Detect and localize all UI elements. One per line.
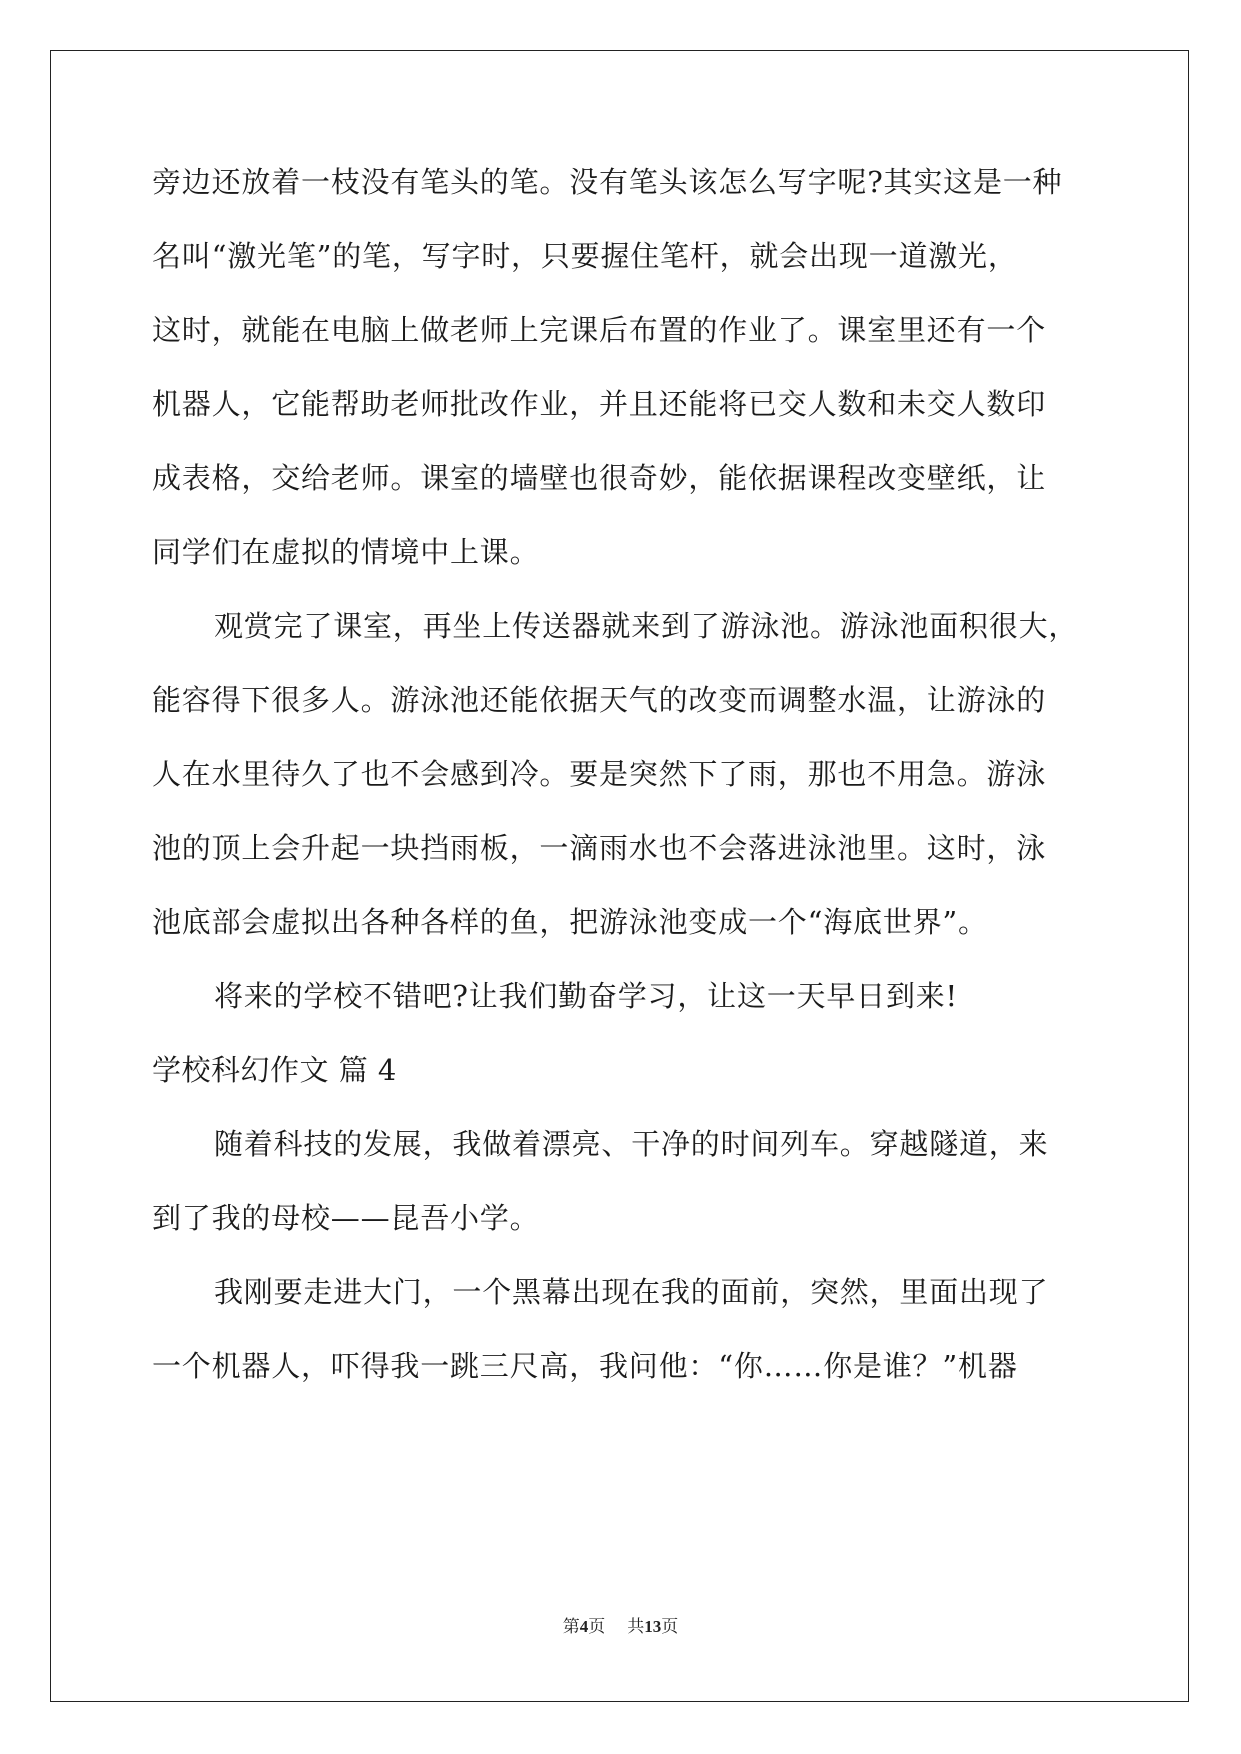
- page-footer: [0, 1612, 1241, 1637]
- text-line: 旁边还放着一枝没有笔头的笔。没有笔头该怎么写字呢?其实这是一种: [152, 165, 1063, 199]
- paragraph-start-line: 观赏完了课室，再坐上传送器就来到了游泳池。游泳池面积很大，: [214, 609, 1079, 643]
- text-line: 机器人，它能帮助老师批改作业，并且还能将已交人数和未交人数印: [152, 387, 1047, 421]
- text-line: 这时，就能在电脑上做老师上完课后布置的作业了。课室里还有一个: [152, 313, 1047, 347]
- text-line: 池的顶上会升起一块挡雨板，一滴雨水也不会落进泳池里。这时，泳: [152, 831, 1047, 865]
- text-line: 成表格，交给老师。课室的墙壁也很奇妙，能依据课程改变壁纸，让: [152, 461, 1047, 495]
- text-line: 名叫“激光笔”的笔，写字时，只要握住笔杆，就会出现一道激光，: [152, 239, 1018, 273]
- page-border: [50, 50, 1189, 1702]
- text-line: 一个机器人，吓得我一跳三尺高，我问他：“你……你是谁？”机器: [152, 1349, 1018, 1383]
- page-suffix: 页: [588, 1617, 606, 1636]
- page-prefix: 第: [562, 1617, 580, 1636]
- paragraph-start-line: 我刚要走进大门，一个黑幕出现在我的面前，突然，里面出现了: [214, 1275, 1049, 1309]
- total-pages: 13: [644, 1617, 662, 1636]
- text-line: 人在水里待久了也不会感到冷。要是突然下了雨，那也不用急。游泳: [152, 757, 1047, 791]
- section-heading: 学校科幻作文 篇 4: [152, 1053, 397, 1087]
- total-suffix: 页: [661, 1617, 679, 1636]
- paragraph-start-line: 将来的学校不错吧?让我们勤奋学习，让这一天早日到来!: [214, 979, 959, 1013]
- page-number: 4: [579, 1617, 589, 1636]
- total-prefix: 共: [627, 1617, 645, 1636]
- text-line: 池底部会虚拟出各种各样的鱼，把游泳池变成一个“海底世界”。: [152, 905, 988, 939]
- text-line: 同学们在虚拟的情境中上课。: [152, 535, 540, 569]
- text-line: 到了我的母校——昆吾小学。: [152, 1201, 540, 1235]
- paragraph-start-line: 随着科技的发展，我做着漂亮、干净的时间列车。穿越隧道，来: [214, 1127, 1049, 1161]
- text-line: 能容得下很多人。游泳池还能依据天气的改变而调整水温，让游泳的: [152, 683, 1047, 717]
